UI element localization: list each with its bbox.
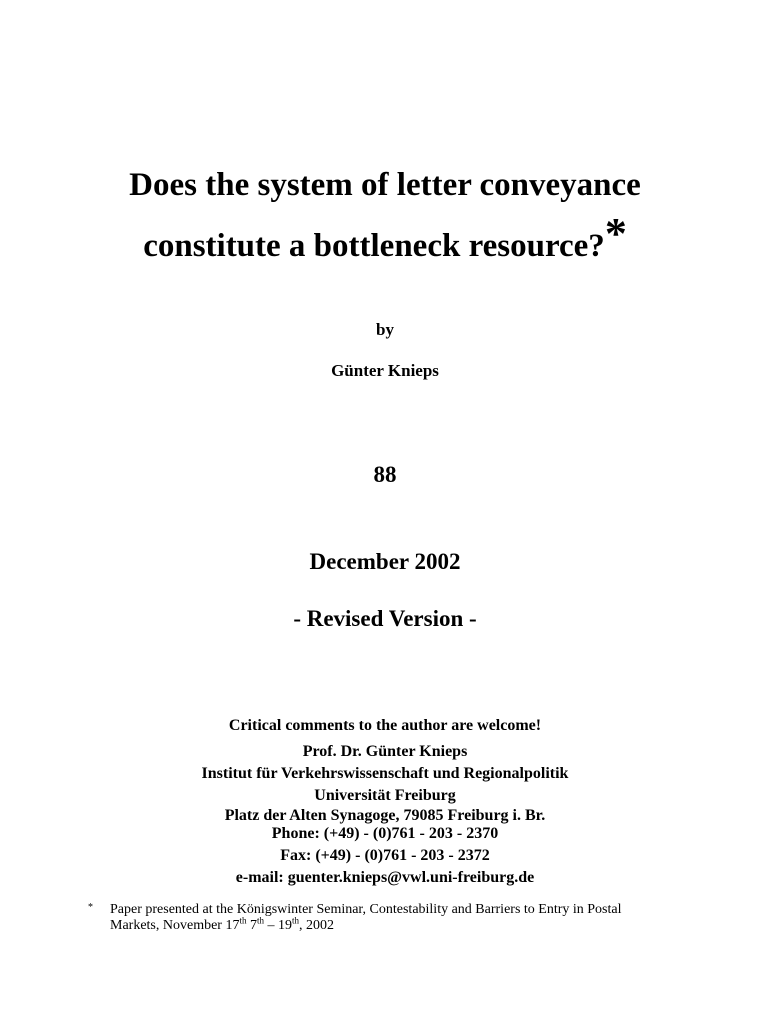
- title-line-2-text: constitute a bottleneck resource?: [143, 228, 605, 264]
- title-line-1: Does the system of letter conveyance: [129, 167, 641, 203]
- footnote-sup-2: th: [256, 915, 264, 926]
- publication-date: December 2002: [309, 549, 461, 574]
- footnote-sup-1: th: [239, 915, 247, 926]
- contact-name: Prof. Dr. Günter Knieps: [302, 743, 468, 760]
- byline-by: by: [376, 320, 394, 339]
- footnote: [88, 902, 708, 934]
- contact-institute: Institut für Verkehrswissenschaft und Regionalpolitik: [201, 765, 569, 782]
- paper-number: 88: [373, 462, 397, 487]
- contact-email[interactable]: e-mail: guenter.knieps@vwl.uni-freiburg.de: [235, 869, 535, 886]
- title-footnote-marker: *: [604, 209, 627, 258]
- footnote-suffix: , 2002: [299, 918, 335, 933]
- footnote-mid-1: 7: [246, 918, 257, 933]
- contact-address: Platz der Alten Synagoge, 79085 Freiburg i. Br.: [224, 807, 546, 824]
- footnote-marker: *: [88, 902, 93, 913]
- author-name: Günter Knieps: [331, 361, 439, 380]
- footnote-line-2-prefix: Markets, November 17: [110, 918, 240, 933]
- title-line-2: [0, 209, 770, 266]
- contact-university: Universität Freiburg: [314, 787, 456, 804]
- footnote-sup-3: th: [292, 915, 300, 926]
- footnote-line-2: [110, 915, 708, 934]
- revision-note: - Revised Version -: [293, 606, 477, 631]
- contact-fax: Fax: (+49) - (0)761 - 203 - 2372: [280, 847, 490, 864]
- contact-invitation: Critical comments to the author are welcome!: [228, 717, 542, 734]
- footnote-mid-2: – 19: [264, 918, 292, 933]
- footnote-line-1: Paper presented at the Königswinter Seminar, Contestability and Barriers to Entry in Postal: [110, 902, 622, 917]
- contact-phone: Phone: (+49) - (0)761 - 203 - 2370: [271, 825, 499, 842]
